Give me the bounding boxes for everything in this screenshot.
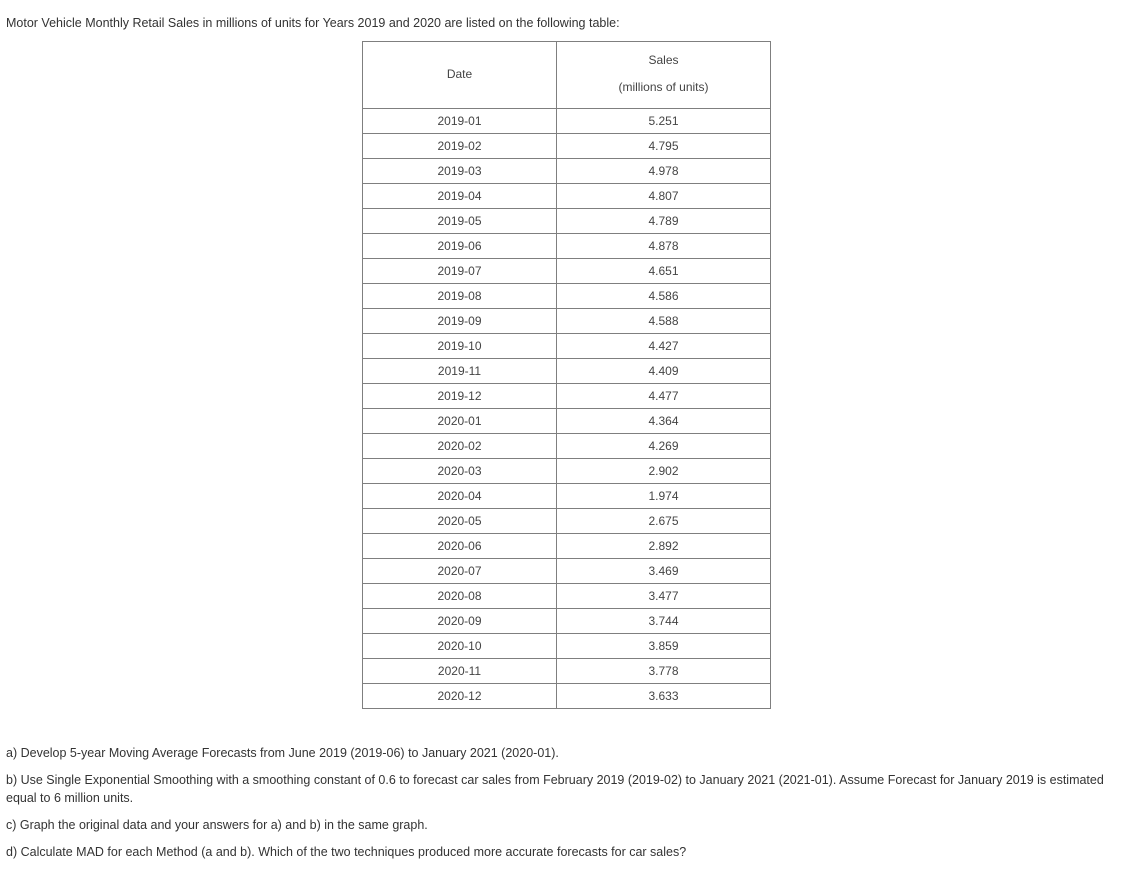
sales-header-units: (millions of units) bbox=[618, 80, 709, 94]
sales-header-title: Sales bbox=[648, 53, 679, 67]
sales-cell: 4.789 bbox=[557, 209, 771, 234]
table-row bbox=[363, 684, 771, 709]
date-cell: 2020-10 bbox=[363, 634, 557, 659]
date-cell: 2019-05 bbox=[363, 209, 557, 234]
table-row bbox=[363, 409, 771, 434]
table-row bbox=[363, 359, 771, 384]
date-cell: 2020-08 bbox=[363, 584, 557, 609]
table-row bbox=[363, 259, 771, 284]
table-row bbox=[363, 284, 771, 309]
question-c: c) Graph the original data and your answers for a) and b) in the same graph. bbox=[6, 818, 428, 832]
table-row bbox=[363, 309, 771, 334]
date-cell: 2019-02 bbox=[363, 134, 557, 159]
sales-cell: 4.427 bbox=[557, 334, 771, 359]
table-row bbox=[363, 184, 771, 209]
sales-cell: 2.675 bbox=[557, 509, 771, 534]
question-d: d) Calculate MAD for each Method (a and b). Which of the two techniques produced more accurate forecasts for car sales? bbox=[6, 845, 687, 859]
sales-cell: 4.795 bbox=[557, 134, 771, 159]
date-cell: 2019-08 bbox=[363, 284, 557, 309]
sales-cell: 4.878 bbox=[557, 234, 771, 259]
date-cell: 2020-12 bbox=[363, 684, 557, 709]
sales-cell: 4.586 bbox=[557, 284, 771, 309]
table-row bbox=[363, 209, 771, 234]
sales-cell: 2.892 bbox=[557, 534, 771, 559]
table-row bbox=[363, 559, 771, 584]
table-header-row bbox=[363, 42, 771, 109]
table-row bbox=[363, 584, 771, 609]
table-row bbox=[363, 459, 771, 484]
sales-cell: 1.974 bbox=[557, 484, 771, 509]
sales-cell: 4.477 bbox=[557, 384, 771, 409]
intro-text: Motor Vehicle Monthly Retail Sales in millions of units for Years 2019 and 2020 are listed on the following table: bbox=[6, 16, 620, 30]
sales-cell: 4.807 bbox=[557, 184, 771, 209]
date-cell: 2019-01 bbox=[363, 109, 557, 134]
table-row bbox=[363, 634, 771, 659]
date-cell: 2019-06 bbox=[363, 234, 557, 259]
date-cell: 2020-05 bbox=[363, 509, 557, 534]
sales-column-header bbox=[557, 42, 771, 109]
table-row bbox=[363, 609, 771, 634]
date-cell: 2019-11 bbox=[363, 359, 557, 384]
table-row bbox=[363, 109, 771, 134]
table-row bbox=[363, 234, 771, 259]
question-b: b) Use Single Exponential Smoothing with a smoothing constant of 0.6 to forecast car sales from February 2019 (2019-02) to January 2021 (2021-01). Assume Forecast for January 2019 is estimated equal to 6 million units. bbox=[6, 773, 1104, 805]
sales-table bbox=[362, 41, 771, 709]
table-row bbox=[363, 509, 771, 534]
sales-cell: 2.902 bbox=[557, 459, 771, 484]
sales-cell: 3.469 bbox=[557, 559, 771, 584]
date-cell: 2019-09 bbox=[363, 309, 557, 334]
sales-cell: 4.651 bbox=[557, 259, 771, 284]
sales-cell: 4.409 bbox=[557, 359, 771, 384]
date-cell: 2020-01 bbox=[363, 409, 557, 434]
sales-cell: 3.778 bbox=[557, 659, 771, 684]
date-cell: 2020-07 bbox=[363, 559, 557, 584]
sales-cell: 4.588 bbox=[557, 309, 771, 334]
date-cell: 2020-03 bbox=[363, 459, 557, 484]
table-row bbox=[363, 159, 771, 184]
date-cell: 2019-04 bbox=[363, 184, 557, 209]
sales-cell: 3.477 bbox=[557, 584, 771, 609]
table-row bbox=[363, 434, 771, 459]
sales-cell: 5.251 bbox=[557, 109, 771, 134]
date-cell: 2019-07 bbox=[363, 259, 557, 284]
table-row bbox=[363, 384, 771, 409]
table-body bbox=[363, 109, 771, 709]
date-cell: 2020-02 bbox=[363, 434, 557, 459]
table-row bbox=[363, 484, 771, 509]
date-cell: 2019-10 bbox=[363, 334, 557, 359]
sales-cell: 3.633 bbox=[557, 684, 771, 709]
sales-cell: 3.744 bbox=[557, 609, 771, 634]
date-cell: 2020-09 bbox=[363, 609, 557, 634]
date-cell: 2019-03 bbox=[363, 159, 557, 184]
sales-cell: 4.269 bbox=[557, 434, 771, 459]
date-cell: 2019-12 bbox=[363, 384, 557, 409]
sales-cell: 3.859 bbox=[557, 634, 771, 659]
date-cell: 2020-11 bbox=[363, 659, 557, 684]
questions bbox=[6, 744, 1126, 870]
sales-cell: 4.978 bbox=[557, 159, 771, 184]
date-column-header: Date bbox=[363, 42, 557, 109]
question-a: a) Develop 5-year Moving Average Forecasts from June 2019 (2019-06) to January 2021 (2020-01). bbox=[6, 746, 559, 760]
table-row bbox=[363, 659, 771, 684]
date-cell: 2020-06 bbox=[363, 534, 557, 559]
table-row bbox=[363, 334, 771, 359]
table-row bbox=[363, 534, 771, 559]
date-cell: 2020-04 bbox=[363, 484, 557, 509]
table-row bbox=[363, 134, 771, 159]
sales-cell: 4.364 bbox=[557, 409, 771, 434]
